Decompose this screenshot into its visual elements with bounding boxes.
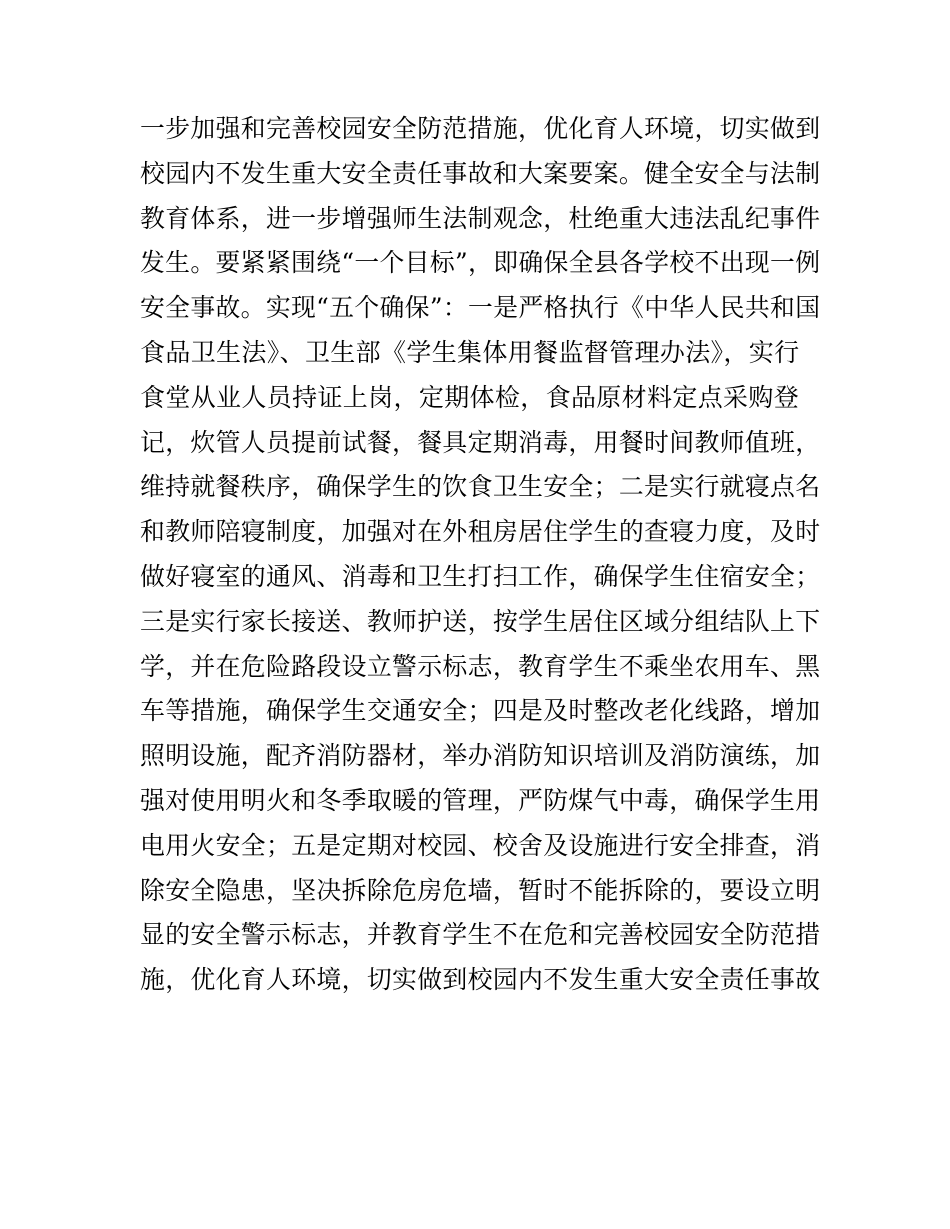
- text-line: 校园内不发生重大安全责任事故和大案要案。健全安全与法制: [140, 158, 821, 188]
- text-line: 维持就餐秩序，确保学生的饮食卫生安全；二是实行就寝点名: [140, 472, 821, 502]
- text-line: 车等措施，确保学生交通安全；四是及时整改老化线路，增加: [140, 696, 821, 726]
- body-text: [140, 107, 820, 1003]
- text-line: 发生。要紧紧围绕“一个目标”，即确保全县各学校不出现一例: [140, 248, 821, 278]
- text-line: 安全事故。实现“五个确保”：一是严格执行《中华人民共和国: [140, 293, 821, 323]
- text-line: 和教师陪寝制度，加强对在外租房居住学生的查寝力度，及时: [140, 517, 821, 547]
- text-line: 做好寝室的通风、消毒和卫生打扫工作，确保学生住宿安全；: [140, 561, 821, 591]
- text-line: 食堂从业人员持证上岗，定期体检，食品原材料定点采购登: [140, 382, 800, 412]
- text-line: 照明设施，配齐消防器材，举办消防知识培训及消防演练，加: [140, 741, 821, 771]
- text-line: 教育体系，进一步增强师生法制观念，杜绝重大违法乱纪事件: [140, 203, 821, 233]
- text-line: 一步加强和完善校园安全防范措施，优化育人环境，切实做到: [140, 114, 821, 143]
- text-line: 强对使用明火和冬季取暖的管理，严防煤气中毒，确保学生用: [140, 785, 821, 815]
- text-line: 学，并在危险路段设立警示标志，教育学生不乘坐农用车、黑: [140, 651, 821, 681]
- text-line: 记，炊管人员提前试餐，餐具定期消毒，用餐时间教师值班，: [140, 427, 821, 457]
- text-line: 三是实行家长接送、教师护送，按学生居住区域分组结队上下: [140, 606, 821, 636]
- text-line: 除安全隐患，坚决拆除危房危墙，暂时不能拆除的，要设立明: [140, 875, 821, 905]
- text-line: 施，优化育人环境，切实做到校园内不发生重大安全责任事故: [140, 965, 821, 995]
- text-line: 显的安全警示标志，并教育学生不在危和完善校园安全防范措: [140, 920, 821, 950]
- text-line: 食品卫生法》、卫生部《学生集体用餐监督管理办法》，实行: [140, 337, 800, 367]
- text-line: 电用火安全；五是定期对校园、校舍及设施进行安全排查，消: [140, 830, 821, 860]
